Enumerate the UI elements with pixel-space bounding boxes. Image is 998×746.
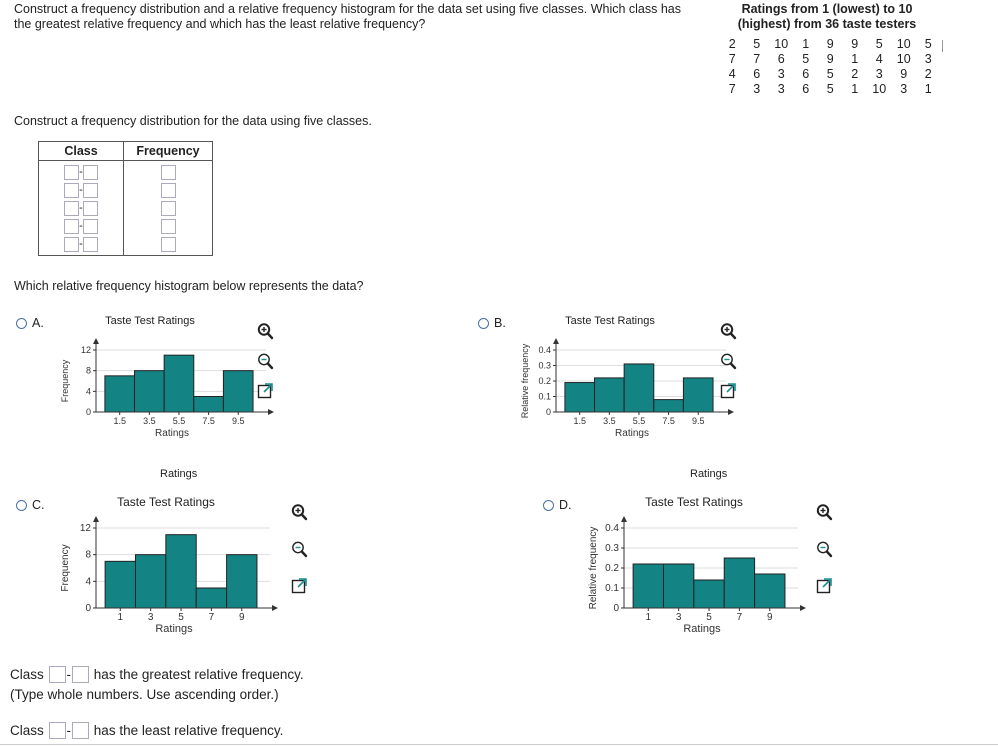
y-tick-label: 0 <box>85 407 91 417</box>
rating-value: 10 <box>896 52 911 66</box>
rating-value: 5 <box>826 82 834 96</box>
x-tick-label: 7.5 <box>202 416 215 426</box>
class-dash: - <box>79 166 83 178</box>
histogram-bar <box>595 378 625 412</box>
option-a-label: A. <box>32 316 44 330</box>
question-text: Construct a frequency distribution and a relative frequency histogram for the data set using five classes. Which class has the greatest relative frequency and which has the least relative frequency? <box>14 2 681 31</box>
class-cells <box>39 161 124 256</box>
rating-value: 6 <box>802 82 810 96</box>
frequency-input[interactable] <box>161 201 176 216</box>
rating-value: 4 <box>728 67 736 81</box>
answer-hint: (Type whole numbers. Use ascending order.) <box>10 687 279 702</box>
rating-value: 7 <box>728 52 736 66</box>
y-tick-label: 0.1 <box>605 583 619 594</box>
x-axis-label: Ratings <box>683 623 721 635</box>
x-tick-label: 1.5 <box>113 416 126 426</box>
rating-value: 2 <box>728 37 736 51</box>
ratings-data-grid <box>720 37 941 97</box>
open-external-icon[interactable] <box>719 382 737 405</box>
rating-value: 3 <box>777 67 785 81</box>
class-dash: - <box>79 184 83 196</box>
zoom-in-icon[interactable] <box>256 322 274 345</box>
y-tick-label: 0.4 <box>538 345 551 355</box>
freq-instruction: Construct a frequency distribution for the data using five classes. <box>14 114 372 128</box>
histogram-bar <box>633 564 663 608</box>
y-tick-label: 0.2 <box>538 376 551 386</box>
y-tick-label: 12 <box>79 523 91 534</box>
greatest-class-low-input[interactable] <box>49 666 66 683</box>
x-axis-label: Ratings <box>155 623 193 635</box>
histogram-bar <box>724 558 754 608</box>
rating-value: 5 <box>924 37 932 51</box>
rating-value: 7 <box>753 52 761 66</box>
zoom-out-icon[interactable] <box>815 540 833 563</box>
class-upper-input[interactable] <box>83 237 98 252</box>
zoom-out-icon[interactable] <box>719 352 737 375</box>
option-a-caption: Ratings <box>160 468 198 480</box>
zoom-out-icon[interactable] <box>290 540 308 563</box>
class-row <box>43 181 119 199</box>
histogram-bar <box>654 400 684 412</box>
rating-value: 9 <box>851 37 859 51</box>
x-tick-label: 3.5 <box>603 416 616 426</box>
rating-value: 3 <box>753 82 761 96</box>
option-c-label: C. <box>32 498 45 512</box>
frequency-input[interactable] <box>161 237 176 252</box>
x-axis-arrow <box>268 409 274 415</box>
frequency-table <box>38 141 213 256</box>
y-tick-label: 4 <box>85 386 91 397</box>
greatest-answer-line: Class - has the greatest relative frequency. <box>10 667 304 682</box>
rating-value: 6 <box>777 52 785 66</box>
class-row <box>43 163 119 181</box>
rating-value: 9 <box>900 67 908 81</box>
chart-title: Taste Test Ratings <box>565 315 655 327</box>
x-tick-label: 9 <box>238 612 245 623</box>
y-tick-label: 8 <box>85 365 91 376</box>
option-b-radio[interactable] <box>478 318 489 329</box>
scroll-indicator <box>942 40 943 52</box>
x-tick-label: 9 <box>766 612 773 623</box>
zoom-in-icon[interactable] <box>719 322 737 345</box>
option-d[interactable] <box>543 498 572 512</box>
zoom-in-icon[interactable] <box>290 503 308 526</box>
histogram-bar <box>565 383 595 412</box>
y-axis-label: Relative frequency <box>520 343 530 419</box>
x-tick-label: 1 <box>645 612 652 623</box>
y-tick-label: 0 <box>545 407 551 417</box>
class-lower-input[interactable] <box>64 201 79 216</box>
y-axis-arrow <box>553 338 559 344</box>
frequency-input[interactable] <box>161 183 176 198</box>
y-axis-arrow <box>621 516 627 522</box>
histogram-a <box>50 312 280 447</box>
histogram-bar <box>624 364 654 412</box>
class-row <box>43 217 119 235</box>
x-tick-label: 7 <box>736 612 743 623</box>
ratings-row <box>720 67 941 82</box>
rating-value: 3 <box>900 82 908 96</box>
x-axis-label: Ratings <box>615 428 649 439</box>
histogram-bar <box>683 378 713 412</box>
zoom-in-icon[interactable] <box>815 503 833 526</box>
y-tick-label: 4 <box>85 576 91 588</box>
y-tick-label: 0.3 <box>538 360 551 371</box>
rating-value: 9 <box>826 52 834 66</box>
y-tick-label: 0.1 <box>538 391 551 402</box>
rating-value: 1 <box>924 82 932 96</box>
option-d-radio[interactable] <box>543 500 554 511</box>
bottom-divider <box>0 744 998 745</box>
option-a-radio[interactable] <box>16 318 27 329</box>
rating-value: 4 <box>875 52 883 66</box>
y-axis-label: Relative frequency <box>588 526 599 610</box>
zoom-out-icon[interactable] <box>256 352 274 375</box>
y-tick-label: 0.2 <box>605 563 619 574</box>
x-tick-label: 5 <box>178 612 184 623</box>
class-dash: - <box>79 238 83 250</box>
chart-title: Taste Test Ratings <box>105 315 195 327</box>
rating-value: 2 <box>924 67 932 81</box>
histogram-bar <box>194 397 224 413</box>
option-c-radio[interactable] <box>16 500 27 511</box>
histogram-bar <box>135 555 165 608</box>
class-upper-input[interactable] <box>83 201 98 216</box>
histogram-bar <box>663 564 693 608</box>
y-tick-label: 0.4 <box>605 523 619 534</box>
x-tick-label: 5.5 <box>632 416 646 426</box>
option-d-label: D. <box>559 498 572 512</box>
y-axis-label: Frequency <box>60 544 71 592</box>
rating-value: 10 <box>896 37 911 51</box>
frequency-header: Frequency <box>124 142 213 161</box>
rating-value: 5 <box>753 37 761 51</box>
frequency-row <box>128 181 208 199</box>
option-c[interactable] <box>16 498 45 512</box>
histogram-d <box>578 494 818 642</box>
rating-value: 6 <box>802 67 810 81</box>
histogram-bar <box>105 561 135 608</box>
rating-value: 3 <box>875 67 883 81</box>
x-tick-label: 7.5 <box>662 416 675 426</box>
frequency-row <box>128 217 208 235</box>
y-axis-label: Frequency <box>60 359 70 403</box>
chart-title: Taste Test Ratings <box>645 495 743 509</box>
option-a[interactable] <box>16 316 44 330</box>
rating-value: 5 <box>802 52 810 66</box>
option-b[interactable] <box>478 316 506 330</box>
class-header: Class <box>39 142 124 161</box>
least-class-low-input[interactable] <box>49 722 66 739</box>
y-tick-label: 12 <box>80 345 91 355</box>
histogram-bar <box>164 355 194 412</box>
ratings-row <box>720 52 941 67</box>
y-tick-label: 0 <box>613 603 619 614</box>
histogram-bar <box>135 371 165 412</box>
rating-value: 5 <box>826 67 834 81</box>
frequency-input[interactable] <box>161 219 176 234</box>
rating-value: 6 <box>753 67 761 81</box>
class-row <box>43 199 119 217</box>
class-dash: - <box>79 220 83 232</box>
x-axis-arrow <box>272 605 278 611</box>
histogram-bar <box>227 555 257 608</box>
open-external-icon[interactable] <box>256 382 274 405</box>
histogram-bar <box>755 574 785 608</box>
class-lower-input[interactable] <box>64 165 79 180</box>
x-tick-label: 5 <box>706 612 712 623</box>
rating-value: 3 <box>777 82 785 96</box>
x-tick-label: 5.5 <box>172 416 186 426</box>
class-row <box>43 235 119 253</box>
frequency-row <box>128 163 208 181</box>
rating-value: 1 <box>851 52 859 66</box>
x-axis-arrow <box>728 409 734 415</box>
y-axis-arrow <box>93 338 99 344</box>
rating-value: 7 <box>728 82 736 96</box>
x-tick-label: 1 <box>117 612 124 623</box>
frequency-row <box>128 235 208 253</box>
x-tick-label: 3 <box>675 612 682 623</box>
class-lower-input[interactable] <box>64 219 79 234</box>
least-class-high-input[interactable] <box>72 722 89 739</box>
x-tick-label: 3 <box>147 612 154 623</box>
greatest-class-high-input[interactable] <box>72 666 89 683</box>
rating-value: 10 <box>774 37 789 51</box>
x-axis-arrow <box>800 605 806 611</box>
histogram-bar <box>694 580 724 608</box>
frequency-cells <box>124 161 213 256</box>
frequency-input[interactable] <box>161 165 176 180</box>
histogram-bar <box>166 535 196 608</box>
histogram-bar <box>196 588 226 608</box>
open-external-icon[interactable] <box>290 577 308 600</box>
histogram-bar <box>105 376 135 412</box>
histogram-bar <box>223 371 253 412</box>
ratings-row <box>720 37 941 52</box>
ratings-title: Ratings from 1 (lowest) to 10 (highest) from 36 taste testers <box>737 2 917 31</box>
y-tick-label: 0 <box>85 603 91 614</box>
rating-value: 9 <box>826 37 834 51</box>
chart-title: Taste Test Ratings <box>117 495 215 509</box>
rating-value: 10 <box>872 82 887 96</box>
open-external-icon[interactable] <box>815 577 833 600</box>
class-lower-input[interactable] <box>64 183 79 198</box>
option-b-label: B. <box>494 316 506 330</box>
rating-value: 2 <box>851 67 859 81</box>
x-tick-label: 9.5 <box>231 416 245 426</box>
x-tick-label: 1.5 <box>573 416 586 426</box>
histogram-question: Which relative frequency histogram below represents the data? <box>14 279 364 293</box>
y-tick-label: 8 <box>85 549 91 561</box>
class-lower-input[interactable] <box>64 237 79 252</box>
ratings-row <box>720 82 941 97</box>
histogram-c <box>50 494 290 642</box>
rating-value: 3 <box>924 52 932 66</box>
x-axis-label: Ratings <box>155 428 189 439</box>
x-tick-label: 3.5 <box>143 416 156 426</box>
x-tick-label: 9.5 <box>691 416 705 426</box>
class-dash: - <box>79 202 83 214</box>
least-answer-line: Class - has the least relative frequency. <box>10 723 284 738</box>
y-tick-label: 0.3 <box>605 543 619 554</box>
rating-value: 1 <box>851 82 859 96</box>
rating-value: 1 <box>802 37 810 51</box>
option-b-caption: Ratings <box>690 468 728 480</box>
class-upper-input[interactable] <box>83 219 98 234</box>
class-upper-input[interactable] <box>83 183 98 198</box>
histogram-b <box>510 312 740 447</box>
class-upper-input[interactable] <box>83 165 98 180</box>
x-tick-label: 7 <box>208 612 215 623</box>
frequency-row <box>128 199 208 217</box>
y-axis-arrow <box>93 516 99 522</box>
rating-value: 5 <box>875 37 883 51</box>
